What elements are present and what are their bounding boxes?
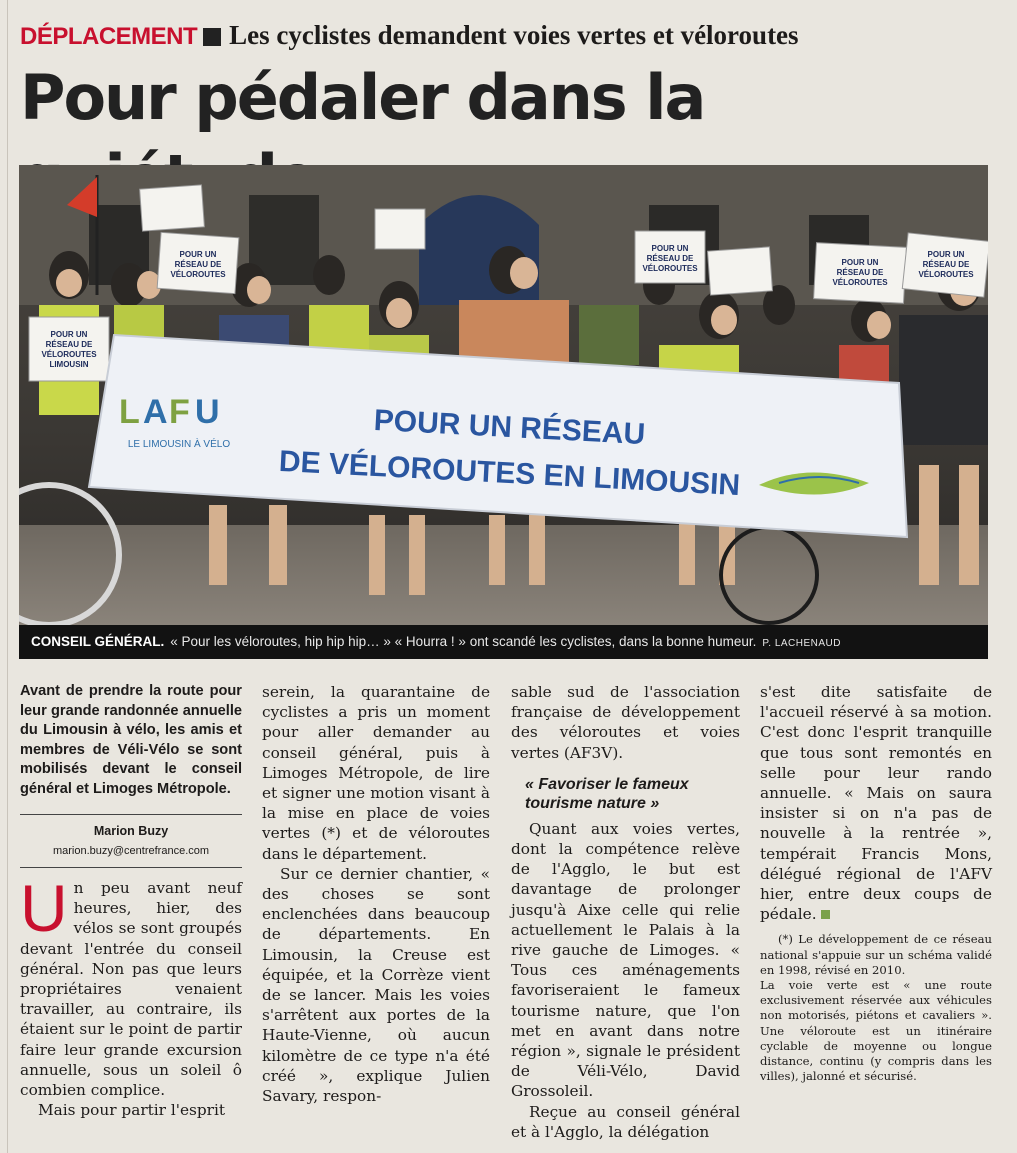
byline-rule — [20, 814, 242, 815]
svg-text:RÉSEAU DE: RÉSEAU DE — [836, 268, 884, 277]
kicker-square-icon — [203, 28, 221, 46]
paragraph-5-start: Reçue au conseil général et à l'Agglo, la délégation — [511, 1102, 740, 1141]
section-kicker: DÉPLACEMENT — [20, 23, 198, 50]
byline-rule-bottom — [20, 867, 242, 868]
limousin-a-velo-logo — [119, 393, 220, 431]
svg-text:RÉSEAU DE: RÉSEAU DE — [922, 260, 970, 269]
page-fold-line — [7, 0, 8, 1153]
svg-text:LIMOUSIN: LIMOUSIN — [49, 360, 89, 369]
svg-text:POUR UN: POUR UN — [179, 250, 217, 259]
svg-text:VÉLOROUTES: VÉLOROUTES — [41, 350, 97, 359]
author-name: Marion Buzy — [93, 823, 169, 838]
footnote-1: (*) Le développement de ce réseau national s'appuie sur un schéma validé en 1998, révisé en 2010. — [760, 932, 992, 977]
svg-text:POUR UN: POUR UN — [927, 250, 965, 259]
paragraph-1 — [20, 870, 242, 1100]
svg-text:POUR UN: POUR UN — [651, 244, 689, 253]
article-lede: Avant de prendre la route pour leur grande randonnée annuelle du Limousin à vélo, les amis et membres de Véli-Vélo se sont mobilisés devant le conseil général et Limoges Métropole. — [20, 683, 242, 797]
column-2 — [262, 682, 490, 1106]
photo-credit: P. LACHENAUD — [762, 638, 841, 649]
article-subhead: « Favoriser le fameux tourisme nature » — [525, 775, 689, 812]
paragraph-2-continued: serein, la quarantaine de cyclistes a pris un moment pour aller demander au conseil général, puis à Limoges Métropole, de lire et signer une motion visant à la mise en place de voies vertes (*) et de véloroutes dans le département. — [262, 683, 490, 863]
author-email: marion.buzy@centrefrance.com — [52, 844, 210, 857]
svg-text:VÉLOROUTES: VÉLOROUTES — [832, 278, 888, 287]
svg-text:F: F — [169, 393, 190, 431]
footnote — [760, 932, 992, 1084]
paragraph-3-continued: sable sud de l'association française de développement des véloroutes et voies vertes (AF3V). — [511, 683, 740, 762]
svg-text:RÉSEAU DE: RÉSEAU DE — [174, 260, 222, 269]
svg-text:RÉSEAU DE: RÉSEAU DE — [45, 340, 93, 349]
banner-line-1: POUR UN RÉSEAU — [372, 403, 647, 452]
paragraph-5-continued: s'est dite satisfaite de l'accueil réservé à sa motion. C'est donc l'esprit tranquille que tous sont remontés en selle pour leur rando annuelle. « Mais on saura insister si on n'a pas de nouvelle à la rentrée », tempérait Francis Mons, délégué régional de l'AFV hier, entre deux coups de pédale. — [760, 683, 992, 924]
headline: Pour pédaler dans la — [20, 61, 705, 134]
banner-line-2: DE VÉLOROUTES EN LIMOUSIN — [278, 444, 741, 503]
article-photo — [19, 165, 988, 659]
svg-text:POUR UN: POUR UN — [841, 258, 879, 267]
svg-text:RÉSEAU DE: RÉSEAU DE — [646, 254, 694, 263]
paragraph-3: Sur ce dernier chantier, « des choses se sont enclenchées dans beaucoup de départements. En Limousin, la Creuse est équipée, et la Corrèze vient de se lancer. Mais les voies s'arrêtent aux portes de la Haute-Vienne, où aucun kilomètre de ce type n'a été créé », explique Julien Savary, respon- — [262, 864, 490, 1106]
drop-cap: U — [20, 870, 68, 945]
caption-text: « Pour les véloroutes, hip hip hip… » « Hourra ! » ont scandé les cyclistes, dans la bonne humeur. — [170, 634, 757, 649]
svg-text:L: L — [119, 393, 140, 431]
svg-text:VÉLOROUTES: VÉLOROUTES — [642, 264, 698, 273]
paragraph-1-text: n peu avant neuf heures, hier, des vélos se sont groupés devant l'entrée du conseil général. Non pas que leurs propriétaires venaient travailler, au contraire, ils étaient sur le point de partir faire leur grande excursion annuelle, sous un soleil ô combien complice. — [20, 878, 242, 1099]
paragraph-2-start: Mais pour partir l'esprit — [38, 1101, 225, 1120]
caption-label: CONSEIL GÉNÉRAL. — [31, 634, 165, 649]
footnote-2: La voie verte est « une route exclusivement réservée aux véhicules non motorisés, piétons et cavaliers ». Une véloroute est un itinéraire cyclable de moyenne ou longue distance, continu (y compris dans les villes), jalonné et sécurisé. — [760, 978, 992, 1084]
paragraph-4: Quant aux voies vertes, dont la compétence relève de l'Agglo, le but est davantage de prolonger jusqu'à Aixe celle qui relie actuellement le Palais à la rive gauche de Limoges. « Tous ces aménagements favoriseraient le fameux tourisme nature, que l'on met en avant dans notre région », signale le président de Véli-Vélo, David Grossoleil. — [511, 819, 740, 1101]
column-4 — [760, 682, 992, 1084]
column-1 — [20, 682, 242, 1120]
svg-text:VÉLOROUTES: VÉLOROUTES — [918, 270, 974, 279]
svg-text:U: U — [195, 393, 220, 431]
svg-text:A: A — [143, 393, 168, 431]
end-mark-icon — [821, 910, 830, 919]
photo-caption — [19, 625, 988, 659]
photo-illustration — [19, 165, 988, 625]
column-3 — [511, 682, 740, 1142]
banner-logo-caption: LE LIMOUSIN À VÉLO — [127, 439, 231, 450]
article-header — [20, 20, 1000, 51]
svg-text:VÉLOROUTES: VÉLOROUTES — [170, 270, 226, 279]
strapline: Les cyclistes demandent voies vertes et véloroutes — [229, 20, 799, 50]
svg-text:POUR UN: POUR UN — [50, 330, 88, 339]
